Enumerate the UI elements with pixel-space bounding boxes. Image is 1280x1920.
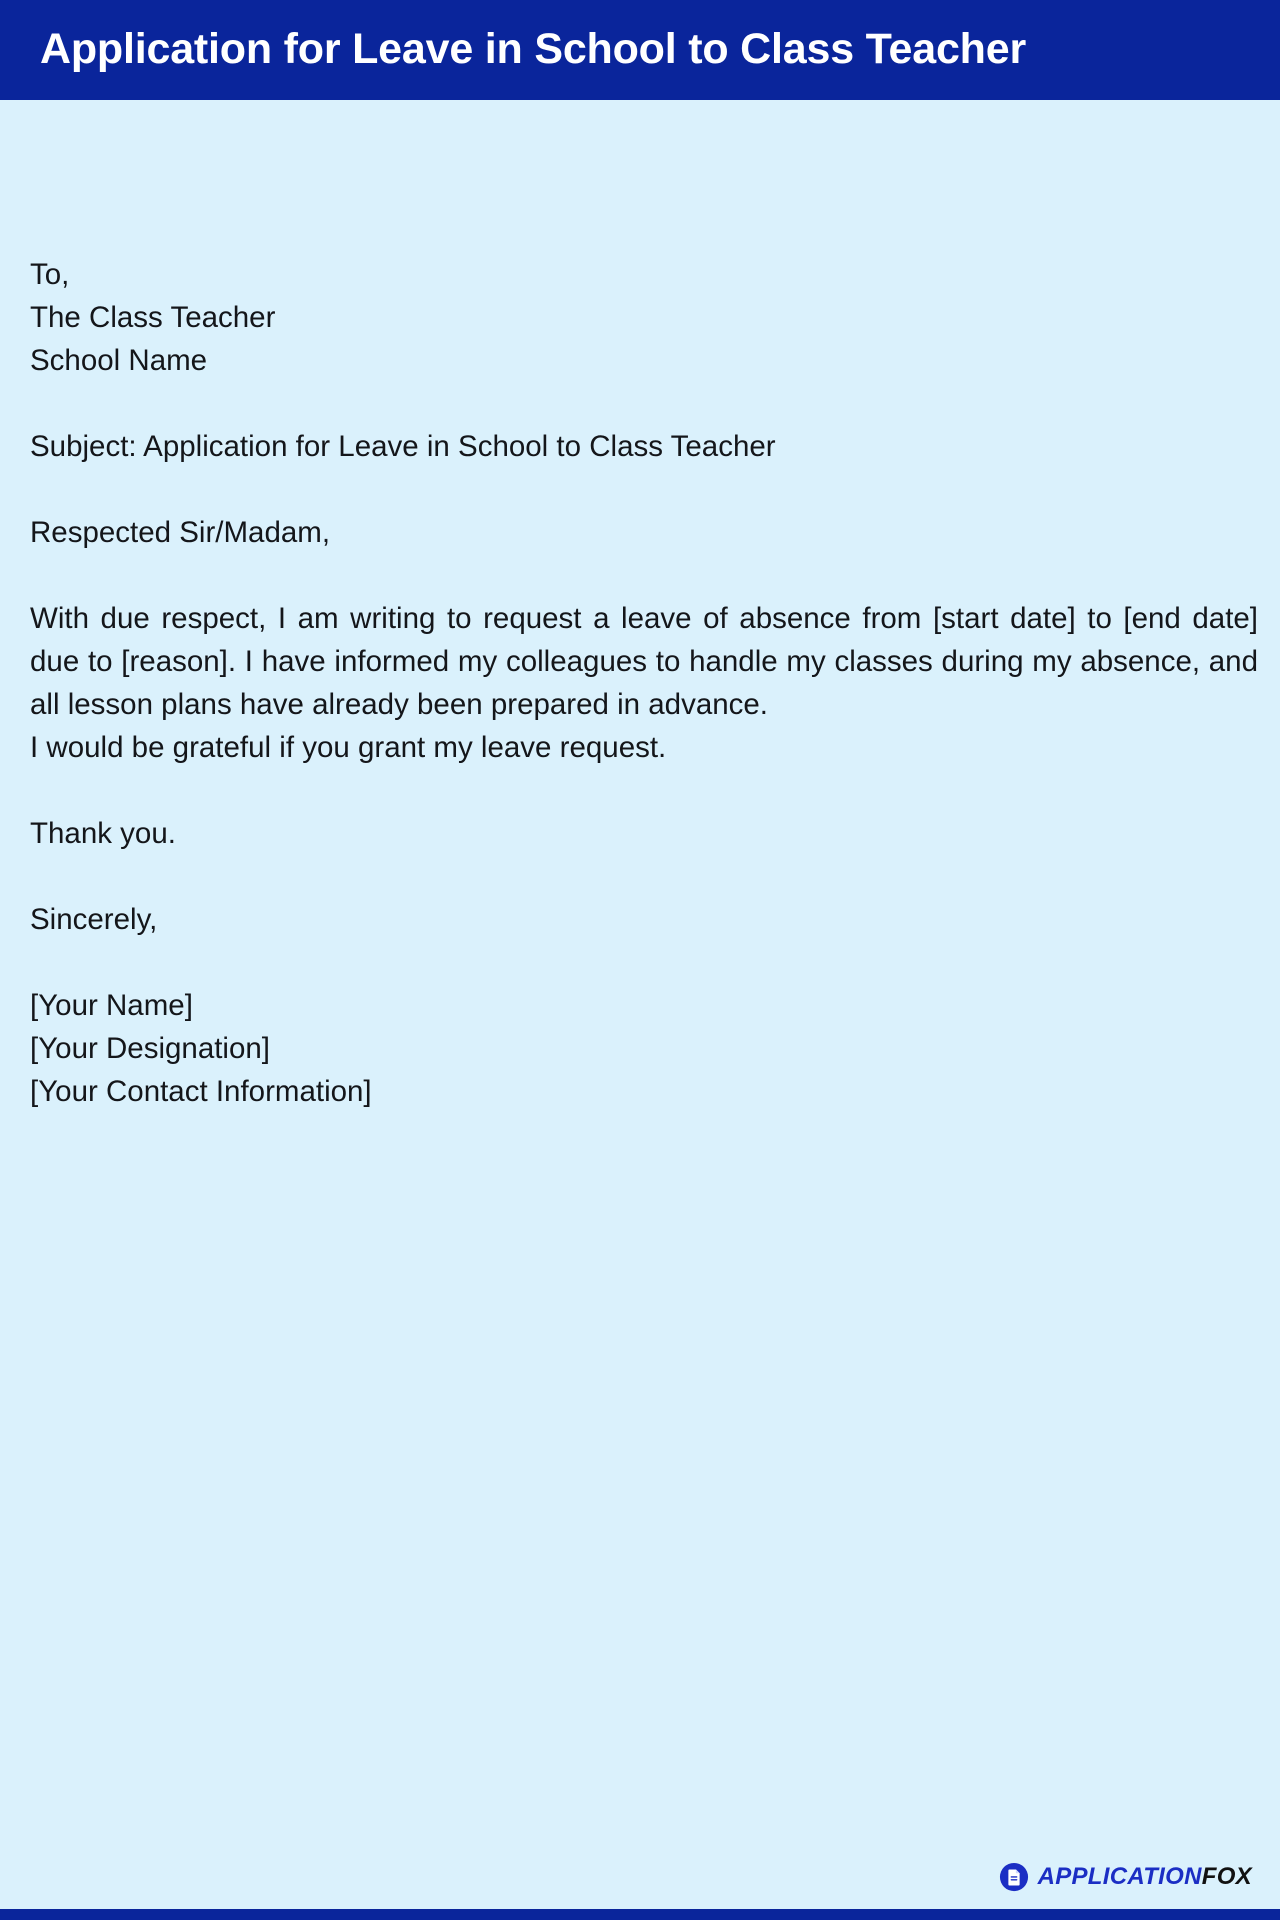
recipient-title: The Class Teacher [30,301,276,334]
thanks-line: Thank you. [30,817,176,850]
spacer [30,554,1258,597]
spacer [30,769,1258,812]
recipient-organization: School Name [30,344,208,377]
brand-name-primary: APPLICATION [1037,1863,1202,1890]
letter-body [0,100,1280,1920]
page-title: Application for Leave in School to Class Teacher [40,25,1026,74]
brand-name [1038,1865,1252,1889]
spacer [30,941,1258,984]
document-header-bar [0,0,1280,100]
recipient-salutation: To, [30,258,70,291]
signature-contact: [Your Contact Information] [30,1075,372,1108]
brand-name-secondary: FOX [1201,1863,1252,1890]
spacer [30,468,1258,511]
brand-watermark [999,1862,1252,1892]
body-followup-line: I would be grateful if you grant my leave request. [30,731,667,764]
greeting-line: Respected Sir/Madam, [30,516,331,549]
signature-designation: [Your Designation] [30,1032,270,1065]
bottom-accent-bar [0,1909,1280,1920]
document-circle-icon [999,1862,1029,1892]
closing-line: Sincerely, [30,903,158,936]
signature-block [30,984,1258,1113]
spacer [30,855,1258,898]
body-paragraph: With due respect, I am writing to request a leave of absence from [start date] to [end date] due to [reason]. I have informed my colleagues to handle my classes during my absence, and all lesson plans have already been prepared in advance. [30,602,1258,721]
subject-line: Subject: Application for Leave in School to Class Teacher [30,430,776,463]
recipient-block [30,253,1258,382]
spacer [30,382,1258,425]
signature-name: [Your Name] [30,989,193,1022]
